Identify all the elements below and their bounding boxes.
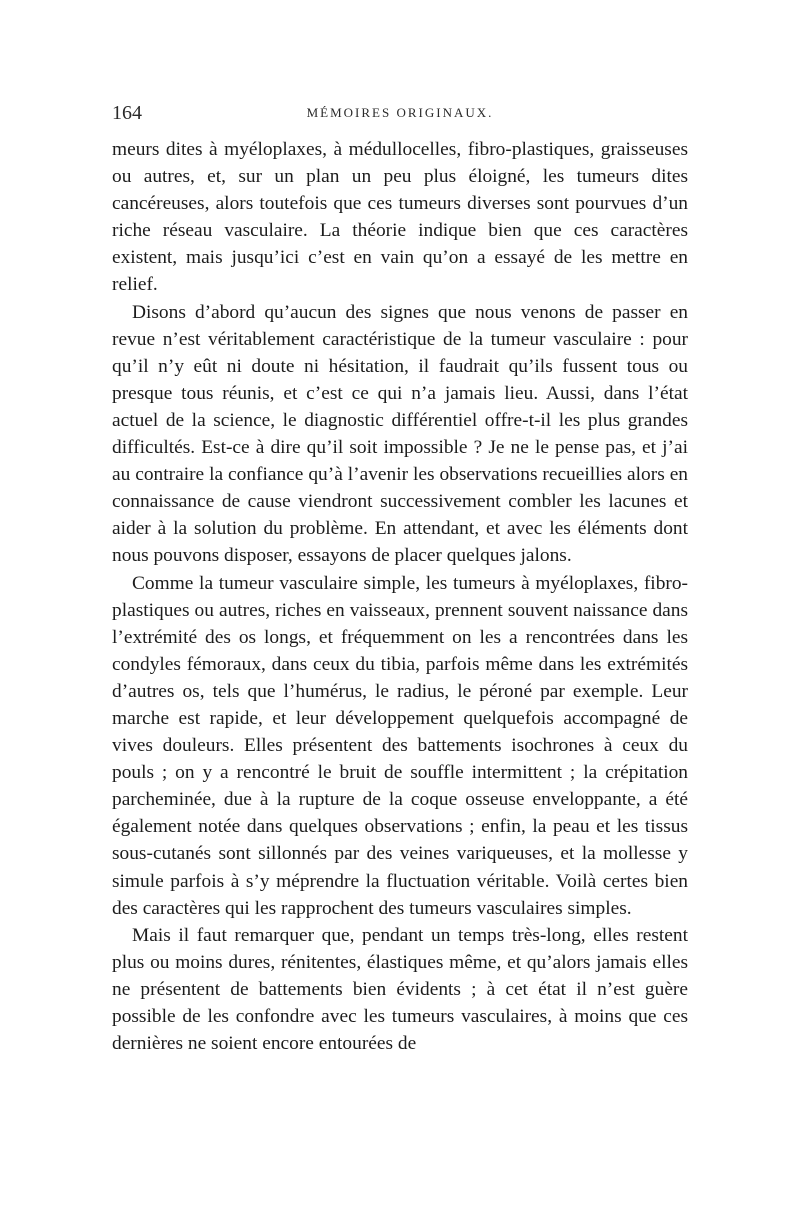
text-body [112, 136, 688, 1057]
paragraph-comparison: Comme la tumeur vasculaire simple, les tumeurs à myéloplaxes, fibro-plastiques ou autres, riches en vaisseaux, prennent souvent naissance dans l’extrémité des os longs, et fréquemment on les a rencontrées dans les condyles fémoraux, dans ceux du tibia, parfois même dans les extrémités d’autres os, tels que l’humérus, le radius, le péroné par exemple. Leur marche est rapide, et leur développement quelquefois accompagné de vives douleurs. Elles présentent des battements isochrones à ceux du pouls ; on y a rencontré le bruit de souffle intermittent ; la crépitation parcheminée, due à la rupture de la coque osseuse enveloppante, a été également notée dans quelques observations ; enfin, la peau et les tissus sous-cutanés sont sillonnés par des veines variqueuses, et la mollesse y simule parfois à s’y méprendre la fluctuation véritable. Voilà certes bien des caractères qui les rapprochent des tumeurs vasculaires simples. [112, 572, 688, 919]
running-head [112, 100, 688, 126]
paragraph-continued: meurs dites à myéloplaxes, à médullocelles, fibro-plastiques, graisseuses ou autres, et, sur un plan un peu plus éloigné, les tumeurs dites cancéreuses, alors toutefois que ces tumeurs diverses sont pourvues d’un riche réseau vasculaire. La théorie indique bien que ces caractères existent, mais jusqu’ici c’est en vain qu’on a essayé de les mettre en relief. [112, 139, 688, 296]
running-title: MÉMOIRES ORIGINAUX. [306, 105, 494, 120]
paragraph-distinction: Mais il faut remarquer que, pendant un temps très-long, elles restent plus ou moins dures, rénitentes, élastiques même, et qu’alors jamais elles ne présentent de battements bien évidents ; à cet état il n’est guère possible de les confondre avec les tumeurs vasculaires, à moins que ces dernières ne soient encore entourées de [112, 924, 688, 1055]
page-number: 164 [112, 102, 142, 124]
paragraph-diagnostic: Disons d’abord qu’aucun des signes que nous venons de passer en revue n’est véritablement caractéristique de la tumeur vasculaire : pour qu’il n’y eût ni doute ni hésitation, il faudrait qu’ils fussent tous ou presque tous réunis, et c’est ce qui n’a jamais lieu. Aussi, dans l’état actuel de la science, le diagnostic différentiel offre-t-il les plus grandes difficultés. Est-ce à dire qu’il soit impossible ? Je ne le pense pas, et j’ai au contraire la confiance qu’à l’avenir les observations recueillies alors en connaissance de cause viendront successivement combler les lacunes et aider à la solution du problème. En attendant, et avec les éléments dont nous pouvons disposer, essayons de placer quelques jalons. [112, 301, 688, 567]
